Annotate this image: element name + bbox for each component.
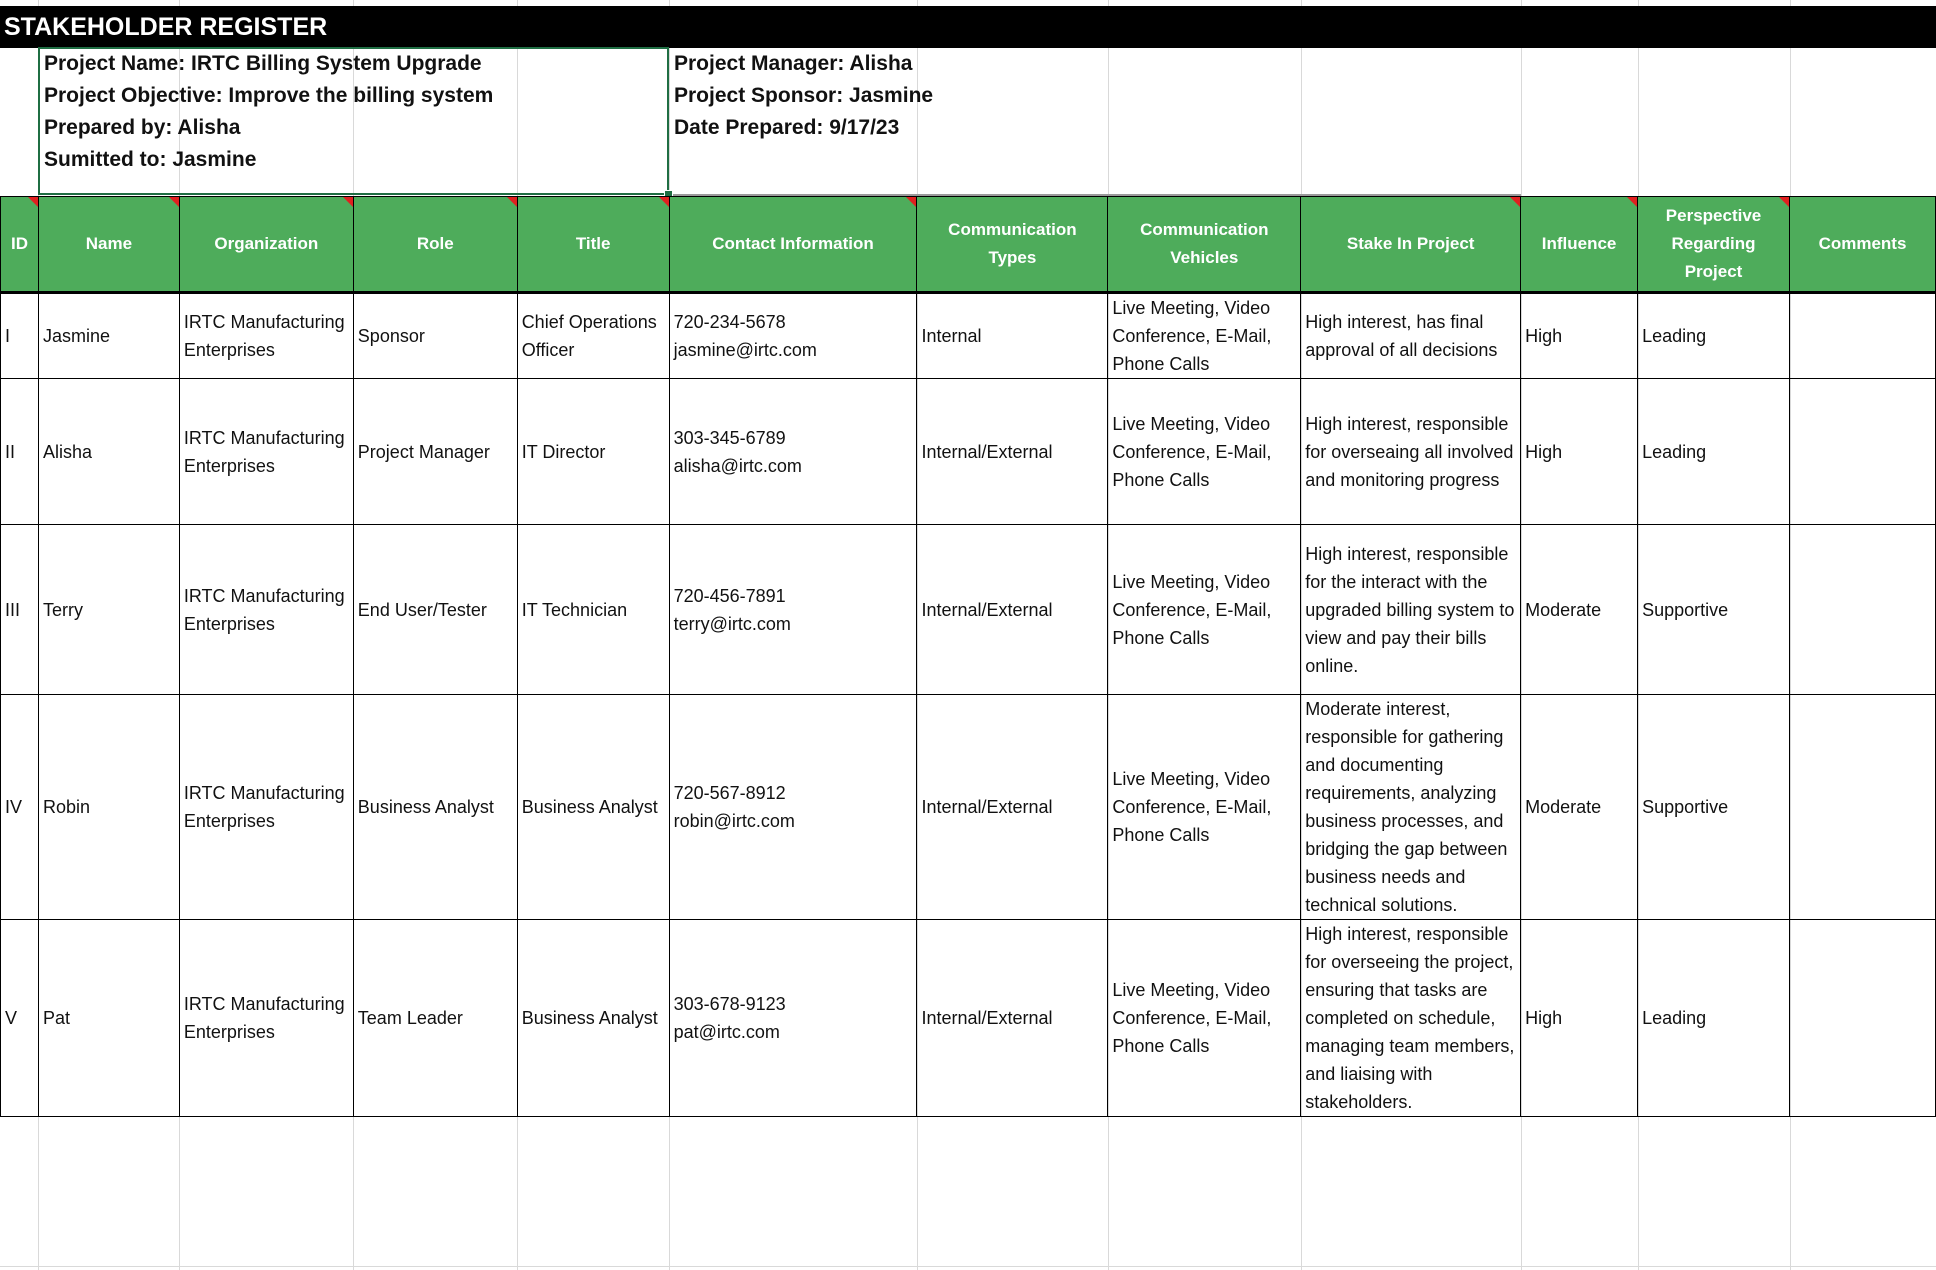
column-header[interactable] <box>517 197 669 293</box>
project-info-right[interactable] <box>674 48 933 144</box>
stakeholder-name-cell[interactable]: Terry <box>38 525 179 695</box>
communication-types-cell[interactable]: Internal/External <box>917 525 1108 695</box>
role-cell[interactable]: Team Leader <box>353 920 517 1117</box>
project-objective: Project Objective: Improve the billing system <box>44 84 494 107</box>
column-header[interactable] <box>1789 197 1935 293</box>
column-header[interactable] <box>917 197 1108 293</box>
table-row <box>1 695 1936 920</box>
comments-cell[interactable] <box>1789 293 1935 379</box>
comment-indicator-icon[interactable] <box>659 197 669 207</box>
column-header-label: Communication Types <box>948 220 1077 267</box>
column-header-label: Communication Vehicles <box>1140 220 1269 267</box>
title-cell[interactable]: IT Technician <box>517 525 669 695</box>
communication-types-cell[interactable]: Internal/External <box>917 379 1108 525</box>
stakeholder-name-cell[interactable]: Jasmine <box>38 293 179 379</box>
contact-cell[interactable] <box>669 293 917 379</box>
contact-cell[interactable] <box>669 525 917 695</box>
email-text: alisha@irtc.com <box>673 455 802 476</box>
communication-vehicles-cell[interactable]: Live Meeting, Video Conference, E-Mail, Phone Calls <box>1108 525 1301 695</box>
table-row <box>1 920 1936 1117</box>
prepared-by: Prepared by: Alisha <box>44 116 241 139</box>
phone-text: 720-567-8912 <box>673 783 786 803</box>
stakeholder-name-cell[interactable]: Alisha <box>38 379 179 525</box>
organization-cell[interactable]: IRTC Manufacturing Enterprises <box>179 379 353 525</box>
comment-indicator-icon[interactable] <box>1510 197 1520 207</box>
column-header[interactable] <box>1638 197 1790 293</box>
table-row <box>1 293 1936 379</box>
communication-vehicles-cell[interactable]: Live Meeting, Video Conference, E-Mail, Phone Calls <box>1108 379 1301 525</box>
submitted-to: Sumitted to: Jasmine <box>44 148 257 171</box>
role-cell[interactable]: End User/Tester <box>353 525 517 695</box>
role-cell[interactable]: Business Analyst <box>353 695 517 920</box>
email-text: terry@irtc.com <box>673 613 791 634</box>
gridline <box>0 1266 1936 1267</box>
comment-indicator-icon[interactable] <box>1627 197 1637 207</box>
comments-cell[interactable] <box>1789 920 1935 1117</box>
stake-cell[interactable]: High interest, responsible for the interact with the upgraded billing system to view and pay their bills online. <box>1301 525 1521 695</box>
role-cell[interactable]: Project Manager <box>353 379 517 525</box>
column-header[interactable] <box>669 197 917 293</box>
comments-cell[interactable] <box>1789 379 1935 525</box>
stakeholder-id-cell[interactable]: V <box>1 920 39 1117</box>
title-cell[interactable]: IT Director <box>517 379 669 525</box>
project-name: Project Name: IRTC Billing System Upgrade <box>44 52 482 75</box>
comment-indicator-icon[interactable] <box>1779 197 1789 207</box>
title-cell[interactable]: Business Analyst <box>517 695 669 920</box>
project-sponsor: Project Sponsor: Jasmine <box>674 84 934 107</box>
perspective-cell[interactable]: Leading <box>1638 920 1790 1117</box>
column-header[interactable] <box>353 197 517 293</box>
perspective-cell[interactable]: Supportive <box>1638 695 1790 920</box>
stakeholder-id-cell[interactable]: IV <box>1 695 39 920</box>
perspective-cell[interactable]: Leading <box>1638 293 1790 379</box>
project-manager: Project Manager: Alisha <box>674 52 913 75</box>
phone-text: 303-345-6789 <box>673 427 786 448</box>
header-row <box>1 197 1936 293</box>
date-prepared: Date Prepared: 9/17/23 <box>674 116 900 139</box>
table-row <box>1 525 1936 695</box>
organization-cell[interactable]: IRTC Manufacturing Enterprises <box>179 525 353 695</box>
communication-types-cell[interactable]: Internal <box>917 293 1108 379</box>
communication-vehicles-cell[interactable]: Live Meeting, Video Conference, E-Mail, Phone Calls <box>1108 293 1301 379</box>
communication-vehicles-cell[interactable]: Live Meeting, Video Conference, E-Mail, Phone Calls <box>1108 920 1301 1117</box>
organization-cell[interactable]: IRTC Manufacturing Enterprises <box>179 920 353 1117</box>
column-header[interactable] <box>1521 197 1638 293</box>
influence-cell[interactable]: Moderate <box>1521 695 1638 920</box>
influence-cell[interactable]: High <box>1521 379 1638 525</box>
column-header[interactable] <box>38 197 179 293</box>
stake-cell[interactable]: High interest, has final approval of all decisions <box>1301 293 1521 379</box>
column-header-label: Title <box>575 234 611 253</box>
stakeholder-id-cell[interactable]: II <box>1 379 39 525</box>
phone-text: 720-234-5678 <box>673 312 786 332</box>
contact-cell[interactable] <box>669 695 917 920</box>
email-text: robin@irtc.com <box>673 811 795 831</box>
column-header-label: Perspective Regarding Project <box>1665 206 1762 281</box>
comment-indicator-icon[interactable] <box>169 197 179 207</box>
column-header-label: Influence <box>1541 234 1617 253</box>
influence-cell[interactable]: High <box>1521 920 1638 1117</box>
stakeholder-name-cell[interactable]: Robin <box>38 695 179 920</box>
influence-cell[interactable]: Moderate <box>1521 525 1638 695</box>
title-cell[interactable]: Chief Operations Officer <box>517 293 669 379</box>
perspective-cell[interactable]: Supportive <box>1638 525 1790 695</box>
communication-types-cell[interactable]: Internal/External <box>917 920 1108 1117</box>
role-cell[interactable]: Sponsor <box>353 293 517 379</box>
stake-cell[interactable]: Moderate interest, responsible for gathering and documenting requirements, analyzing business processes, and bridging the gap between business needs and technical solutions. <box>1301 695 1521 920</box>
sheet-title[interactable]: STAKEHOLDER REGISTER <box>0 6 1936 48</box>
selected-cell-range[interactable] <box>38 47 669 195</box>
column-header-label: Role <box>416 234 454 253</box>
organization-cell[interactable]: IRTC Manufacturing Enterprises <box>179 293 353 379</box>
comment-indicator-icon[interactable] <box>343 197 353 207</box>
perspective-cell[interactable]: Leading <box>1638 379 1790 525</box>
stakeholder-table <box>0 196 1936 1117</box>
column-header[interactable] <box>1108 197 1301 293</box>
column-header-label: Name <box>85 234 133 253</box>
comment-indicator-icon[interactable] <box>28 197 38 207</box>
column-header-label: Organization <box>214 234 319 253</box>
stake-cell[interactable]: High interest, responsible for overseeing the project, ensuring that tasks are completed on schedule, managing team members, and liaising with stakeholders. <box>1301 920 1521 1117</box>
communication-types-cell[interactable]: Internal/External <box>917 695 1108 920</box>
column-header-label: ID <box>10 234 28 253</box>
column-header[interactable] <box>1301 197 1521 293</box>
influence-cell[interactable]: High <box>1521 293 1638 379</box>
email-text: pat@irtc.com <box>673 1022 780 1042</box>
stake-cell[interactable]: High interest, responsible for overseaing all involved and monitoring progress <box>1301 379 1521 525</box>
contact-cell[interactable] <box>669 920 917 1117</box>
column-header-label: Contact Information <box>712 234 874 253</box>
comments-cell[interactable] <box>1789 695 1935 920</box>
phone-text: 303-678-9123 <box>673 994 786 1014</box>
comments-cell[interactable] <box>1789 525 1935 695</box>
column-header-label: Comments <box>1818 234 1907 253</box>
table-row <box>1 379 1936 525</box>
comment-indicator-icon[interactable] <box>906 197 916 207</box>
stakeholder-id-cell[interactable]: III <box>1 525 39 695</box>
column-header-label: Stake In Project <box>1346 234 1475 253</box>
title-cell[interactable]: Business Analyst <box>517 920 669 1117</box>
stakeholder-id-cell[interactable]: I <box>1 293 39 379</box>
column-header[interactable] <box>179 197 353 293</box>
phone-text: 720-456-7891 <box>673 585 786 606</box>
contact-cell[interactable] <box>669 379 917 525</box>
stakeholder-name-cell[interactable]: Pat <box>38 920 179 1117</box>
column-header[interactable] <box>1 197 39 293</box>
organization-cell[interactable]: IRTC Manufacturing Enterprises <box>179 695 353 920</box>
comment-indicator-icon[interactable] <box>507 197 517 207</box>
communication-vehicles-cell[interactable]: Live Meeting, Video Conference, E-Mail, Phone Calls <box>1108 695 1301 920</box>
email-text: jasmine@irtc.com <box>673 340 817 360</box>
